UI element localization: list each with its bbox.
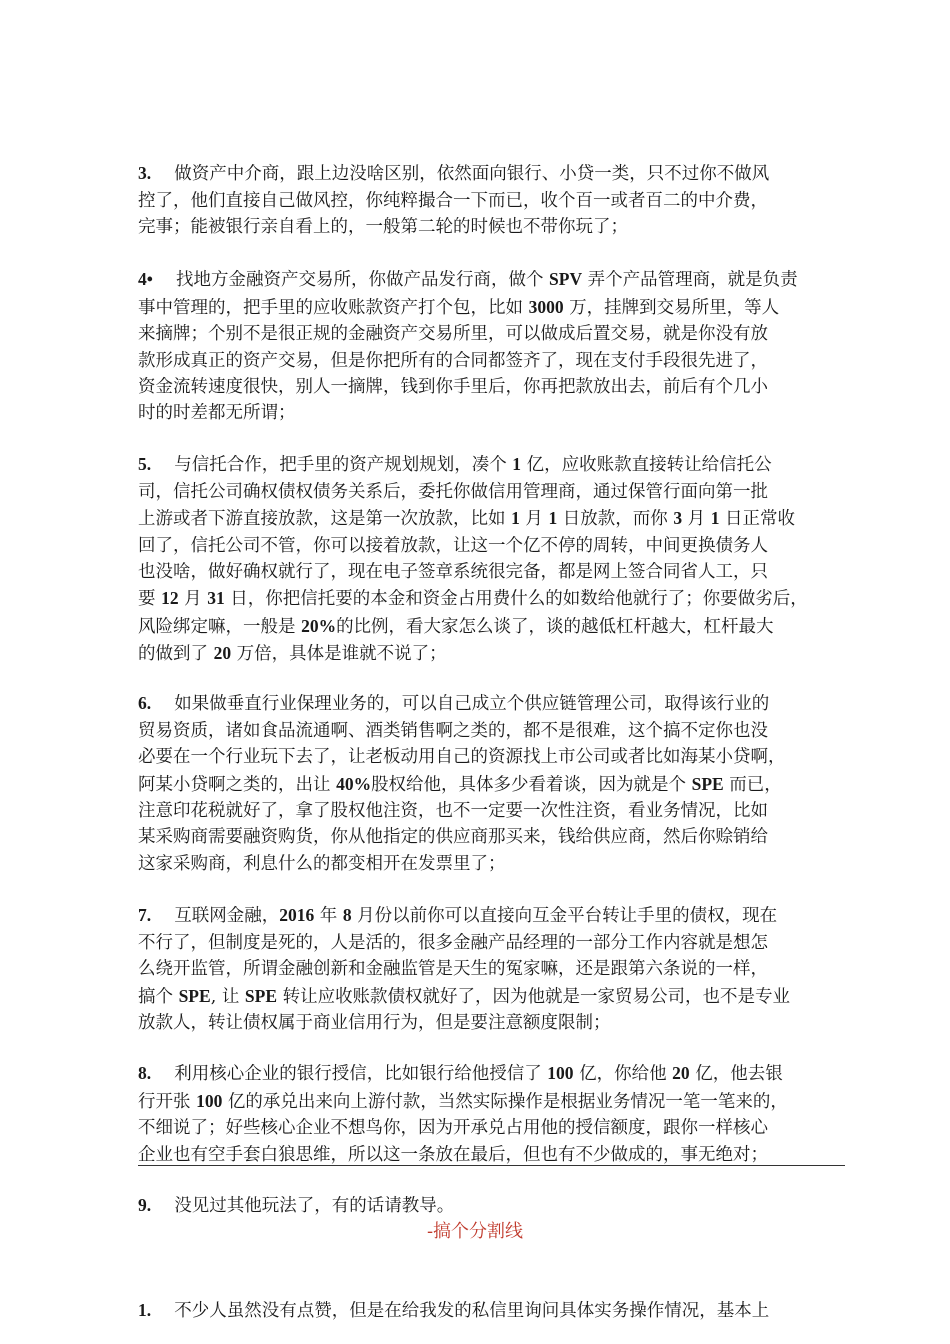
text-run: 而已， 注意印花税就好了，拿了股权他注资，也不一定要一次性注资，看业务情况，比如 某采购商需要融资购货，你从他指定的供应商那买来，钱给供应商，然后你赊销给 这家采购商，利息什么的都变相开在发票里了； [138,774,782,874]
paragraph-3 [138,134,848,241]
text-run: 与信托合作，把手里的资产规划规划，凑个 [174,455,513,476]
text-run: 互联网金融， [174,906,280,927]
bold-text: 1 [512,454,522,475]
bold-text: 1 [548,508,558,529]
text-run: 如果做垂直行业保理业务的，可以自己成立个供应链管理公司，取得该行业的 贸易资质，诸如食品流通啊、酒类销售啊之类的，都不是很难，这个搞不定你也没 必要在一个行业玩下去了，让老板动用自己的资源找上市公司或者比如海某小贷啊， 阿某小贷啊之类的，出让 [138,694,786,795]
paragraph-body [138,455,808,664]
paragraph-number: 5. [138,454,152,475]
bold-text: SPV [549,269,583,290]
text-run: 亿的承兑出来向上游付款，当然实际操作是根据业务情况一笔一笔来的， 不细说了；好些核心企业不想鸟你，因为开承兑占用他的授信额度，跟你一样核心 企业也有空手套白狼思维，所以这一条放在最后，但也有不少做成的，事无绝对； [138,1091,788,1165]
text-run: 月份以前你可以直接向互金平台转让手里的债权，现在 不行了，但制度是死的，人是活的，很多金融产品经理的一部分工作内容就是想怎 么绕开监管，所谓金融创新和金融监管是天生的冤家嘛，还是跟第六条说的一样， 搞个 [138,906,778,1007]
paragraph-5 [138,425,848,668]
bold-text: 100 [547,1063,574,1084]
paragraph-body [151,1196,454,1216]
bold-text: 3 [673,508,683,529]
paragraph-body [151,1301,769,1321]
paragraph-body [138,1064,788,1164]
text-run: 利用核心企业的银行授信，比如银行给他授信了 [174,1064,548,1085]
paragraph-body [138,270,798,423]
paragraph-7 [138,876,848,1036]
text-run: 不少人虽然没有点赞，但是在给我发的私信里询问具体实务操作情况，基本上 [174,1301,770,1322]
text-run: 月 [178,589,208,610]
paragraph-4 [138,240,848,427]
text-run: 日，你把信托要的本金和资金占用费什么的如数给他就行了；你要做劣后， 风险绑定嘛，一般是 [138,589,808,637]
paragraph-number: 1. [138,1300,152,1321]
bold-text: 1 [511,508,520,529]
paragraph-1 [138,1271,848,1325]
text-run: 弄个产品管理商，就是负责 事中管理的，把手里的应收账款资产打个包，比如 [138,270,798,318]
bold-text: 1 [710,508,720,529]
text-run: 月 [519,509,549,530]
text-run: 亿，他去银 行开张 [138,1064,783,1112]
paragraph-number: 4• [138,269,153,290]
bold-text: SPE [691,773,724,794]
bold-text: 20 [672,1063,690,1084]
paragraph-body [138,164,769,237]
text-run: 做资产中介商，跟上边没啥区别，依然面向银行、小贷一类，只不过你不做风 控了，他们直接自己做风控，你纯粹撮合一下而已，收个百一或者百二的中介费， 完事；能被银行亲自看上的，一般第二轮的时候也不带你玩了； [138,164,770,238]
text-run: , 让 [210,986,245,1007]
bold-text: 12 [161,588,179,609]
paragraph-9 [138,1166,848,1220]
paragraph-number: 9. [138,1195,152,1216]
text-run: 亿，应收账款直接转让给信托公 司，信托公司确权债权债务关系后，委托你做信用管理商，通过保管行面向第一批 上游或者下游直接放款，这是第一次放款，比如 [138,455,772,530]
text-run: 亿，你给他 [573,1064,673,1085]
bold-text: 20% [301,615,337,636]
paragraph-6 [138,664,848,877]
paragraph-number: 3. [138,163,152,184]
paragraph-body [138,694,786,873]
paragraph-number: 6. [138,693,152,714]
text-run: 万，挂牌到交易所里，等人 来摘牌；个别不是很正规的金融资产交易所里，可以做成后置交易，就是你没有放 款形成真正的资产交易，但是你把所有的合同都签齐了，现在支付手段很先进了， 资金流转速度很快，别人一摘牌，钱到你手里后，你再把款放出去，前后有个几小 时的时差都无所谓； [138,297,780,424]
text-run: 股权给他，具体多少看着谈，因为就是个 [371,774,692,795]
bold-text: 40% [336,773,372,794]
text-run: 万倍，具体是谁就不说了； [231,644,447,665]
paragraph-8 [138,1034,848,1168]
text-run: 的比例，看大家怎么谈了，谈的越低杠杆越大，杠杆最大 的做到了 [138,616,774,665]
text-run: 月 [682,509,711,530]
bold-text: SPE [244,985,277,1006]
text-run: 没见过其他玩法了，有的话请教导。 [174,1196,455,1217]
text-run: 找地方金融资产交易所，你做产品发行商，做个 [175,270,550,291]
text-run: 日正常收 回了，信托公司不管，你可以接着放款，让这一个亿不停的周转，中间更换债务人 也没啥，做好确权就行了，现在电子签章系统很完备，都是网上签合同省人工，只 要 [138,509,796,610]
text-run: 日放款，而你 [557,509,674,530]
section-divider: -搞个分割线 [426,1221,524,1242]
bold-text: 100 [196,1090,223,1111]
bold-text: 20 [213,643,232,664]
text-run: 转让应收账款债权就好了，因为他就是一家贸易公司，也不是专业 放款人，转让债权属于商业信用行为，但是要注意额度限制； [138,986,791,1034]
bold-text: 3000 [528,296,564,317]
bold-text: 31 [207,588,225,609]
bold-text: 2016 [279,905,315,926]
paragraph-number: 8. [138,1063,152,1084]
text-run: 年 [314,906,343,927]
paragraph-number: 7. [138,905,152,926]
bold-text: 8 [342,905,352,926]
bold-text: SPE [178,985,211,1006]
paragraph-body [138,906,790,1033]
